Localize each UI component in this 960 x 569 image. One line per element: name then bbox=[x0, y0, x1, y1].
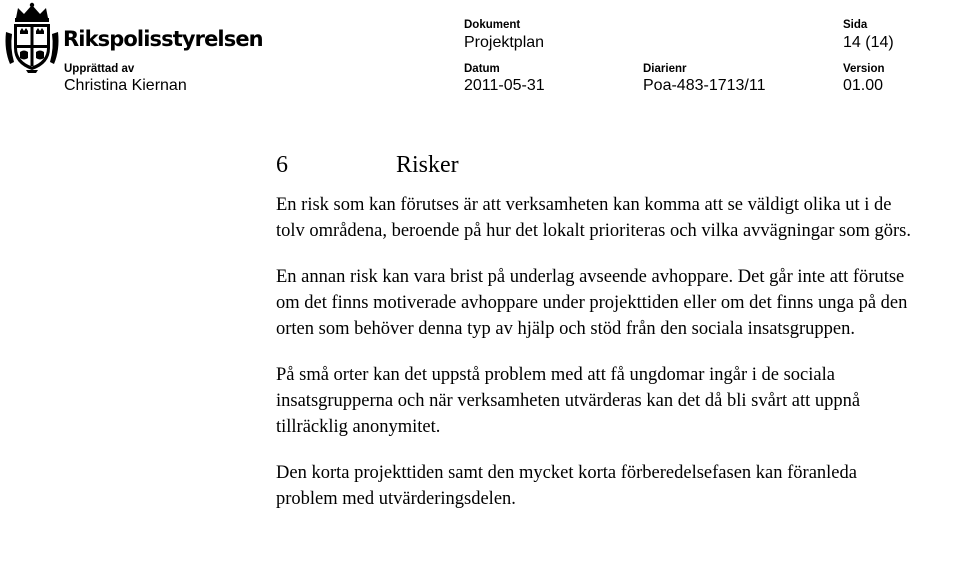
paragraph: En risk som kan förutses är att verksamheten kan komma att se väldigt olika ut i de tolv områdena, beroende på hur det lokalt prioriteras och vilka avvägningar som görs. bbox=[276, 195, 911, 241]
author-value: Christina Kiernan bbox=[64, 77, 187, 94]
page-label: Sida bbox=[843, 19, 868, 31]
section-title: Risker bbox=[396, 152, 459, 178]
date-label: Datum bbox=[464, 63, 500, 75]
diary-label: Diarienr bbox=[643, 63, 687, 75]
page-value: 14 (14) bbox=[843, 34, 894, 51]
section-number: 6 bbox=[276, 152, 288, 178]
paragraph: På små orter kan det uppstå problem med att få ungdomar ingår i de sociala insatsgrupperna och när verksamheten utvärderas kan det då bli svårt att uppnå tillräcklig anonymitet. bbox=[276, 365, 861, 437]
author-label: Upprättad av bbox=[64, 63, 135, 75]
document-value: Projektplan bbox=[464, 34, 545, 51]
coat-of-arms-crown-icon bbox=[4, 2, 60, 74]
document-body bbox=[276, 150, 916, 532]
version-value: 01.00 bbox=[843, 77, 884, 94]
org-name: Rikspolisstyrelsen bbox=[63, 27, 263, 51]
diary-value: Poa-483-1713/11 bbox=[643, 77, 766, 94]
section-heading bbox=[276, 150, 916, 180]
paragraph: En annan risk kan vara brist på underlag avseende avhoppare. Det går inte att förutse om det finns motiverade avhoppare under projekttiden eller om det finns unga på den orten som behöver denna typ av hjälp och stöd från den sociala insatsgruppen. bbox=[276, 267, 908, 339]
date-value: 2011-05-31 bbox=[464, 77, 545, 94]
version-label: Version bbox=[843, 63, 885, 75]
paragraph: Den korta projekttiden samt den mycket korta förberedelsefasen kan föranleda problem med utvärderingsdelen. bbox=[276, 463, 857, 509]
document-label: Dokument bbox=[464, 19, 521, 31]
